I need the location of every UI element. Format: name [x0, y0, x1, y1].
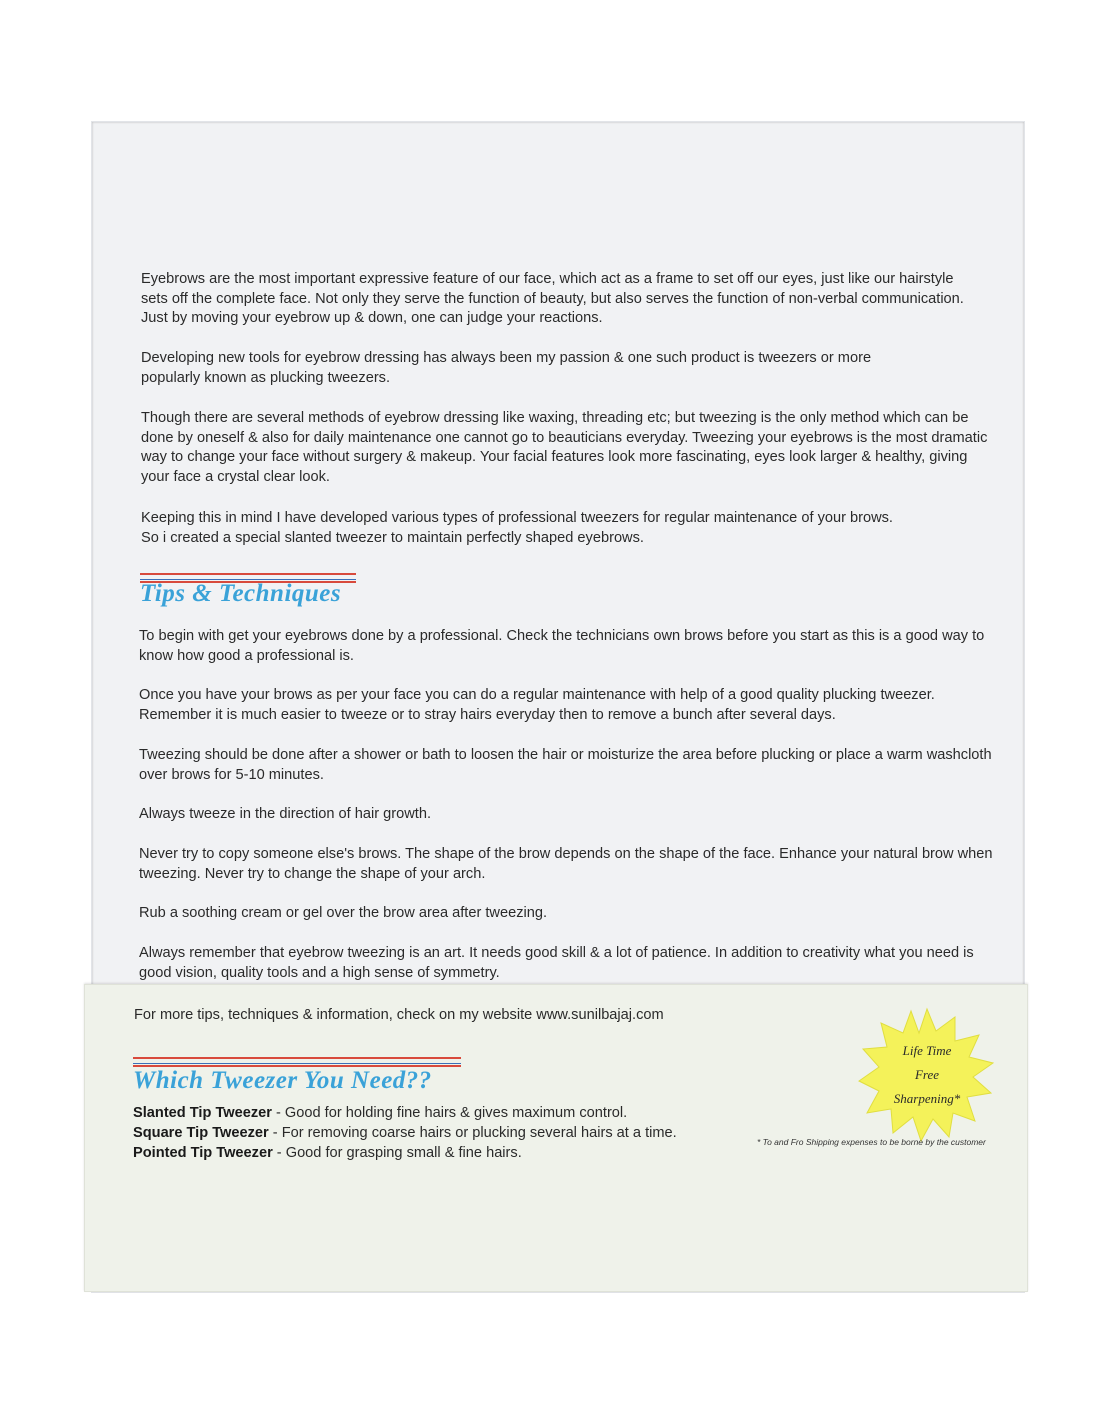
tweezer-desc: - Good for holding fine hairs & gives maximum control. — [271, 1105, 628, 1121]
intro-paragraph-1: Eyebrows are the most important expressive feature of our face, which act as a frame to set off our eyes, just like our hairstyle sets off the complete face. Not only they serve the function of beauty, but also serves the function of non-verbal communication. Just by moving your eyebrow up & down, one can judge your reactions. — [141, 271, 964, 327]
tip-6: Rub a soothing cream or gel over the brow area after tweezing. — [139, 905, 548, 921]
tip-4: Always tweeze in the direction of hair growth. — [139, 806, 432, 822]
tweezer-item-square — [133, 1123, 677, 1143]
tip-7: Always remember that eyebrow tweezing is an art. It needs good skill & a lot of patience. In addition to creativity what you need is good vision, quality tools and a high sense of symmetry. — [139, 945, 974, 981]
leaflet-body — [92, 122, 1024, 984]
which-tweezer-heading: Which Tweezer You Need?? — [133, 1067, 432, 1094]
intro-paragraph-4: Keeping this in mind I have developed various types of professional tweezers for regular maintenance of your brows. So i created a special slanted tweezer to maintain perfectly shaped eyebrows. — [141, 510, 893, 546]
tip-1: To begin with get your eyebrows done by a professional. Check the technicians own brows before you start as this is a good way to know how good a professional is. — [139, 628, 985, 664]
product-sleeve — [84, 984, 1028, 1292]
tip-3: Tweezing should be done after a shower or bath to loosen the hair or moisturize the area before plucking or place a warm washcloth over brows for 5-10 minutes. — [139, 747, 992, 783]
tweezer-item-pointed — [133, 1143, 677, 1163]
shipping-disclaimer: * To and Fro Shipping expenses to be borne by the customer — [757, 1137, 986, 1147]
tweezer-desc: - For removing coarse hairs or plucking several hairs at a time. — [268, 1125, 677, 1141]
tweezer-item-slanted — [133, 1103, 677, 1123]
intro-paragraph-2: Developing new tools for eyebrow dressing has always been my passion & one such product is tweezers or more popularly known as plucking tweezers. — [141, 350, 872, 386]
tweezer-name: Slanted Tip Tweezer — [133, 1105, 272, 1121]
tweezer-divider — [133, 1057, 461, 1066]
tweezer-name: Square Tip Tweezer — [133, 1125, 269, 1141]
intro-paragraph-3: Though there are several methods of eyebrow dressing like waxing, threading etc; but tweezing is the only method which can be done by oneself & also for daily maintenance one cannot go to beauticians everyday. Tweezing your eyebrows is the most dramatic way to change your face without surgery & makeup. Your facial features look more fascinating, eyes look larger & healthy, giving your face a crystal clear look. — [141, 410, 988, 485]
website-line: For more tips, techniques & information, check on my website www.sunilbajaj.com — [134, 1007, 664, 1023]
tip-2: Once you have your brows as per your face you can do a regular maintenance with help of a good quality plucking tweezer. Remember it is much easier to tweeze or to stray hairs everyday then to remove a bunch after several days. — [139, 687, 935, 723]
badge-line-1: Life Time — [902, 1043, 952, 1058]
badge-text — [857, 1005, 997, 1145]
tweezer-desc: - Good for grasping small & fine hairs. — [272, 1145, 522, 1161]
tweezer-list — [133, 1103, 677, 1163]
tips-heading: Tips & Techniques — [140, 580, 342, 607]
badge-line-3: Sharpening* — [893, 1091, 961, 1106]
badge-line-2: Free — [914, 1067, 940, 1082]
tip-5: Never try to copy someone else's brows. The shape of the brow depends on the shape of the face. Enhance your natural brow when tweezing. Never try to change the shape of your arch. — [139, 846, 993, 882]
tweezer-name: Pointed Tip Tweezer — [133, 1145, 273, 1161]
lifetime-sharpening-badge — [857, 1005, 997, 1145]
